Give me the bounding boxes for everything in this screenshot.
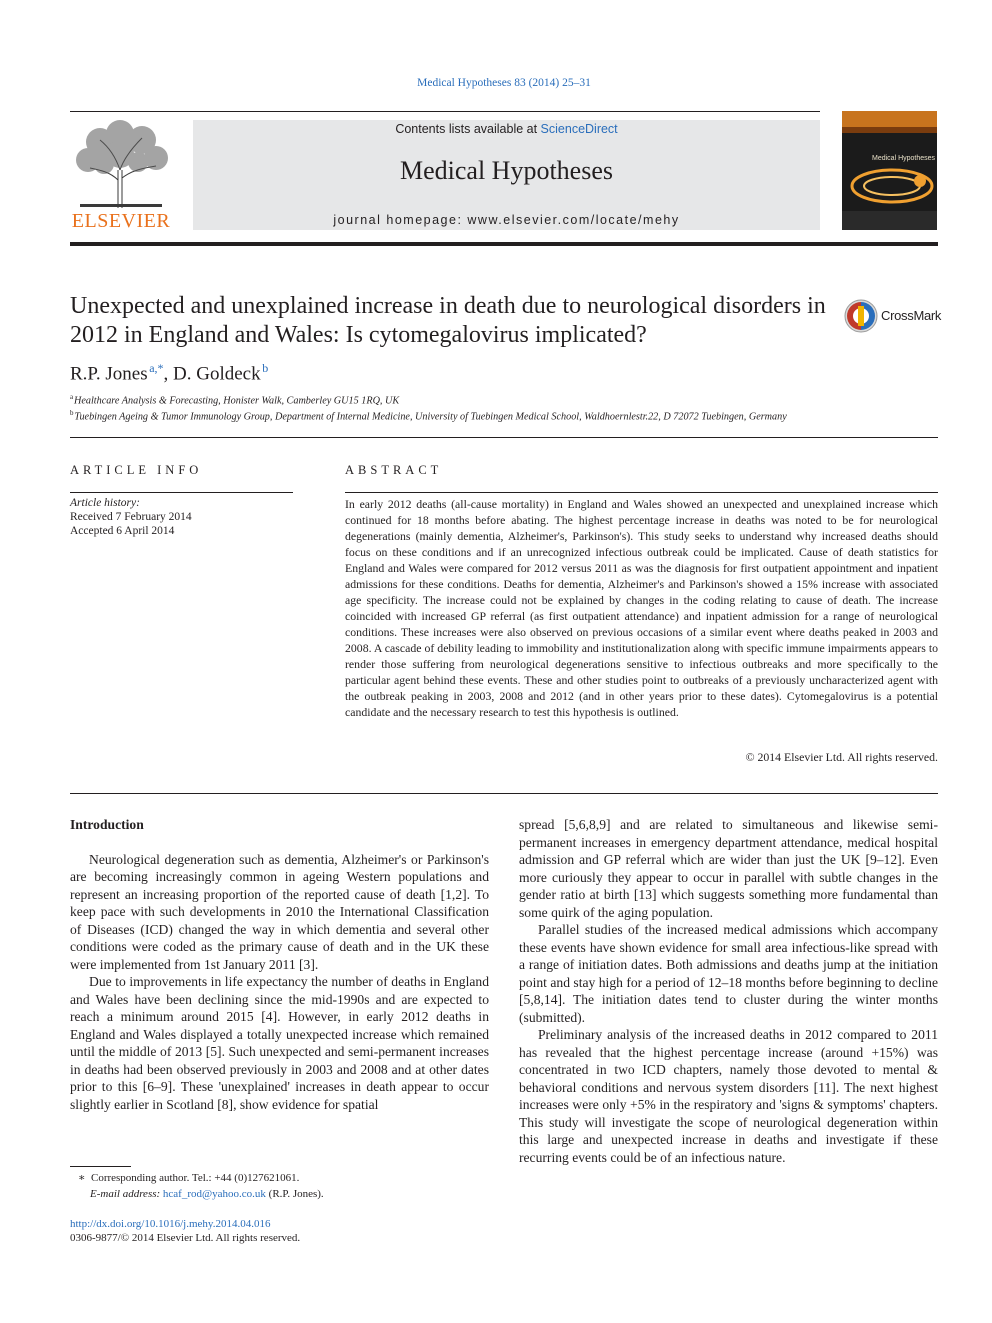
email-label: E-mail address: — [90, 1188, 161, 1200]
body-paragraph: spread [5,6,8,9] and are related to simultaneous and likewise semi-permanent increases in emergency department attendance, medical hospital admission and GP referral which are wider than just the UK [9–12]. Even more curiously they appear to occur in parallel with subtle changes in the gender ratio at birth [13] which suggests something more fundamental than some quirk of the aging population. — [519, 817, 938, 920]
cover-title: Medical Hypotheses — [872, 155, 936, 162]
journal-citation[interactable]: Medical Hypotheses 83 (2014) 25–31 — [417, 77, 591, 89]
abstract-heading: ABSTRACT — [345, 463, 443, 477]
affiliation-text: Healthcare Analysis & Forecasting, Honister Walk, Camberley GU15 1RQ, UK — [73, 395, 400, 407]
corresponding-author-text: Corresponding author. Tel.: +44 (0)127621061. — [90, 1172, 300, 1184]
body-paragraph: Parallel studies of the increased medical admissions which accompany these events have shown evidence for small area infectious-like spread with a range of initiation dates. Both admissions and deaths jump at the initiation point and stay high for a period of 12–18 months before beginning to decline [5,8,14]. The initiation dates tend to cluster during the winter months (submitted). — [519, 922, 938, 1025]
affiliation-marker: a — [70, 393, 74, 401]
doi-block — [70, 1217, 300, 1245]
received-date: Received 7 February 2014 — [70, 511, 192, 523]
affiliation-rule — [70, 437, 938, 438]
affiliation-text: Tuebingen Ageing & Tumor Immunology Group, Department of Internal Medicine, University of Tuebingen Medical School, Waldhoernlestr.22, D 72072 Tuebingen, Germany — [74, 411, 787, 423]
email-link[interactable]: hcaf_rod@yahoo.co.uk — [162, 1188, 266, 1200]
journal-cover-image — [842, 111, 937, 230]
author-name[interactable]: R.P. Jones — [70, 363, 148, 385]
doi-link[interactable]: http://dx.doi.org/10.1016/j.mehy.2014.04.016 — [70, 1218, 271, 1230]
article-info-rule — [70, 492, 293, 493]
affiliation-b — [70, 409, 787, 422]
author-name[interactable]: D. Goldeck — [173, 363, 261, 385]
crossmark-badge[interactable] — [843, 297, 942, 335]
author-superscript[interactable]: a,* — [149, 361, 164, 375]
issn-copyright: 0306-9877/© 2014 Elsevier Ltd. All rights reserved. — [70, 1232, 301, 1244]
sciencedirect-link[interactable]: ScienceDirect — [540, 122, 618, 136]
abstract-bottom-rule — [70, 793, 938, 794]
abstract-copyright: © 2014 Elsevier Ltd. All rights reserved. — [745, 750, 938, 764]
article-info-heading: ARTICLE INFO — [70, 463, 203, 477]
header-thick-rule — [70, 242, 938, 246]
abstract-text: In early 2012 deaths (all-cause mortality) in England and Wales showed an unexpected and unexplained increase which continued for 18 months before abating. The highest percentage increase in deaths was noted to be for neurological degenerations (mainly dementia, Alzheimer's, Parkinson's). This study seeks to understand why increased deaths should focus on these conditions and if an unrecognized infectious outbreak could be implicated. Cause of death statistics for England and Wales were compared for 2012 versus 2011 as was the diagnosis for first outpatient appointment and inpatient admissions for these conditions. Deaths for dementia, Alzheimer's and Parkinson's showed a 15% increase with associated age specificity. The increase could not be explained by changes in the coding relating to cause of death. The increase coincided with increased GP referral (as first outpatient attendance) and inpatient admission for a range of neurological conditions. These increases were also observed on previous occasions of a similar event where deaths peaked in 2003 and 2008. A cascade of debility leading to immobility and institutionalization along with specific immune impairments appears to render those suffering from neurological degenerations sensitive to infectious outbreaks and more specifically to the particular agent behind these events. These and other studies point to outbreaks of a previously uncharacterized agent with the outbreak peaking in 2003, 2008 and 2012 (and in other years prior to these dates). Cytomegalovirus is a potential candidate and the necessary research to test this hypothesis is outlined. — [345, 497, 938, 719]
accepted-date: Accepted 6 April 2014 — [70, 525, 175, 537]
history-label: Article history: — [70, 497, 140, 509]
author-superscript[interactable]: b — [262, 361, 269, 375]
crossmark-icon — [843, 298, 879, 334]
journal-homepage[interactable]: journal homepage: www.elsevier.com/locate/mehy — [333, 213, 680, 227]
body-column-left — [70, 816, 489, 1113]
abstract-rule — [345, 492, 938, 493]
author-list: R.P. Jones $^{a,*}$, D. Goldeck $^b$ — [70, 361, 269, 385]
email-suffix: (R.P. Jones). — [268, 1188, 324, 1200]
footnote-rule — [70, 1166, 131, 1167]
header-rule — [70, 111, 820, 112]
body-paragraph: Neurological degeneration such as dementia, Alzheimer's or Parkinson's are becoming increasingly common in ageing Western populations and represent an increasing proportion of the reported cause of death [1,2]. To keep pace with such developments in 2010 the International Classification of Diseases (ICD) changed the way in which dementia and several other conditions were coded as the primary cause of death and in the UK these were implemented from 1st January 2011 [3]. — [70, 851, 489, 972]
contents-prefix: Contents lists available at — [395, 122, 541, 136]
article-history — [70, 496, 192, 538]
elsevier-wordmark: ELSEVIER — [71, 210, 171, 232]
journal-banner — [193, 120, 820, 230]
section-heading-introduction: Introduction — [70, 817, 144, 832]
affiliation-marker: b — [70, 409, 74, 417]
article-title: Unexpected and unexplained increase in death due to neurological disorders in 2012 in England and Wales: Is cytomegalovirus implicated? — [70, 293, 826, 348]
affiliation-a — [70, 393, 399, 406]
journal-name: Medical Hypotheses — [399, 156, 613, 185]
contents-line — [193, 122, 820, 136]
body-column-right — [519, 816, 938, 1166]
body-paragraph: Preliminary analysis of the increased deaths in 2012 compared to 2011 has revealed that the highest percentage increase (around +15%) was concentrated in two ICD chapters, namely those devoted to mental & behavioral conditions and nervous system disorders [11]. The next highest increases were only +5% in the respiratory and 'signs & symptoms' chapters. This study will investigate the scope of neurological degeneration within this large and unexpected increase in deaths and investigate if these recurring events could be of an infectious nature. — [519, 1027, 938, 1165]
crossmark-label: CrossMark — [881, 308, 942, 323]
corresponding-author-footnote: ∗ Corresponding author. Tel.: +44 (0)127621061. E-mail address: hcaf_rod@yahoo.co.uk (R.P. Jones). — [78, 1172, 324, 1200]
body-paragraph: Due to improvements in life expectancy the number of deaths in England and Wales have been declining since the mid-1990s and are expected to reach a minimum around 2015 [4]. However, in early 2012 deaths in England and Wales displayed a totally unexpected increase which remained until the middle of 2013 [5]. Such unexpected and semi-permanent increases in deaths had been observed previously in 2003 and 2008 and at other dates prior to this [6–9]. These 'unexplained' increases in death appear to occur slightly earlier in Scotland [8], show evidence for spatial — [70, 974, 489, 1112]
